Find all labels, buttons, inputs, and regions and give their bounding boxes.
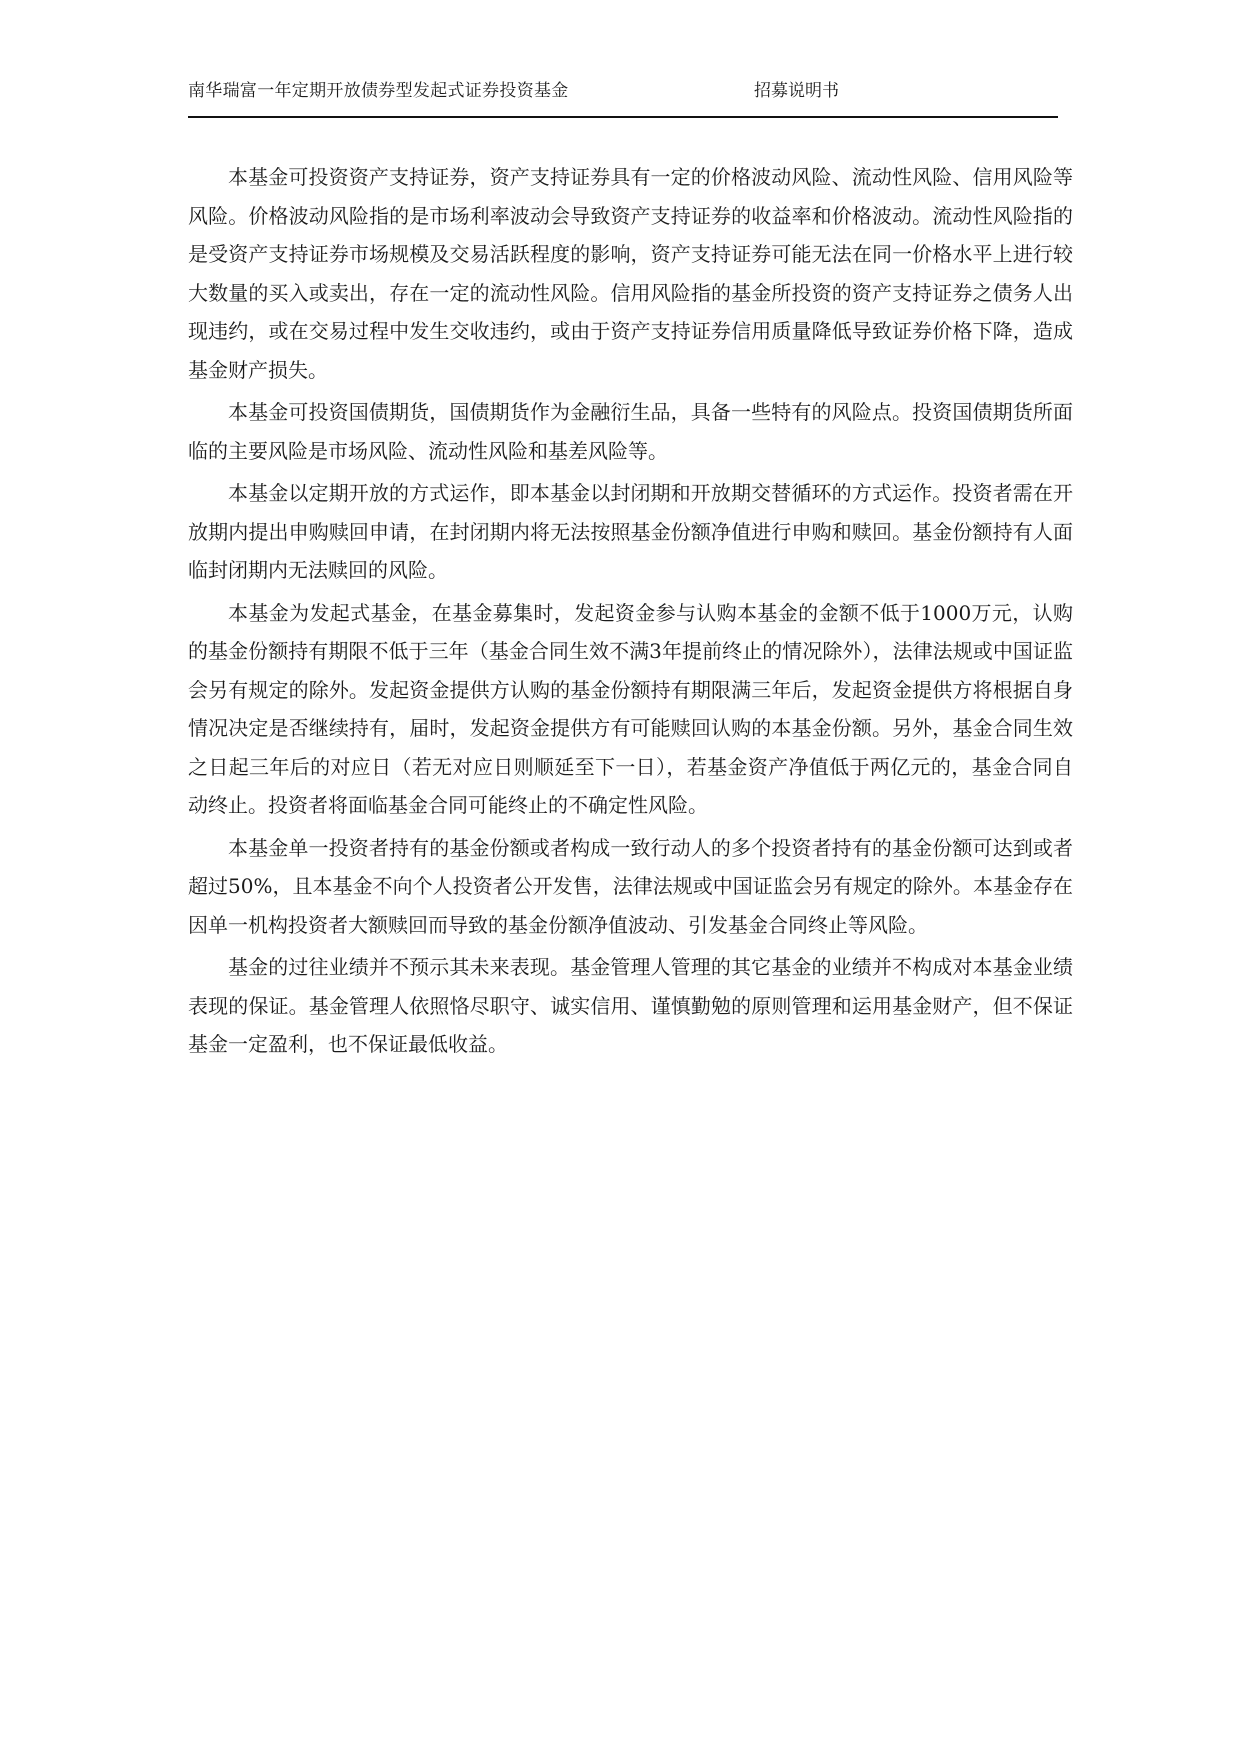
header-fund-title: 南华瑞富一年定期开放债券型发起式证券投资基金 — [188, 81, 569, 101]
paragraph-periodic-open-risk: 本基金以定期开放的方式运作，即本基金以封闭期和开放期交替循环的方式运作。投资者需在开放期内提出申购赎回申请，在封闭期内将无法按照基金份额净值进行申购和赎回。基金份额持有人面临封闭期内无法赎回的风险。 — [188, 481, 1073, 582]
paragraph-treasury-futures-risk: 本基金可投资国债期货，国债期货作为金融衍生品，具备一些特有的风险点。投资国债期货所面临的主要风险是市场风险、流动性风险和基差风险等。 — [188, 400, 1073, 463]
paragraph-past-performance-disclaimer: 基金的过往业绩并不预示其未来表现。基金管理人管理的其它基金的业绩并不构成对本基金业绩表现的保证。基金管理人依照恪尽职守、诚实信用、谨慎勤勉的原则管理和运用基金财产，但不保证基金一定盈利，也不保证最低收益。 — [188, 955, 1073, 1056]
header-section-title: 招募说明书 — [754, 81, 839, 101]
paragraph-single-investor-risk: 本基金单一投资者持有的基金份额或者构成一致行动人的多个投资者持有的基金份额可达到或者超过50%，且本基金不向个人投资者公开发售，法律法规或中国证监会另有规定的除外。本基金存在因单一机构投资者大额赎回而导致的基金份额净值波动、引发基金合同终止等风险。 — [188, 835, 1073, 937]
page-header — [188, 72, 1058, 118]
document-body — [188, 158, 1073, 1068]
paragraph-abs-risk: 本基金可投资资产支持证券，资产支持证券具有一定的价格波动风险、流动性风险、信用风险等风险。价格波动风险指的是市场利率波动会导致资产支持证券的收益率和价格波动。流动性风险指的是受资产支持证券市场规模及交易活跃程度的影响，资产支持证券可能无法在同一价格水平上进行较大数量的买入或卖出，存在一定的流动性风险。信用风险指的基金所投资的资产支持证券之债务人出现违约，或在交易过程中发生交收违约，或由于资产支持证券信用质量降低导致证券价格下降，造成基金财产损失。 — [188, 165, 1073, 382]
paragraph-sponsored-fund-risk: 本基金为发起式基金，在基金募集时，发起资金参与认购本基金的金额不低于1000万元，认购的基金份额持有期限不低于三年（基金合同生效不满3年提前终止的情况除外），法律法规或中国证监会另有规定的除外。发起资金提供方认购的基金份额持有期限满三年后，发起资金提供方将根据自身情况决定是否继续持有，届时，发起资金提供方有可能赎回认购的本基金份额。另外，基金合同生效之日起三年后的对应日（若无对应日则顺延至下一日），若基金资产净值低于两亿元的，基金合同自动终止。投资者将面临基金合同可能终止的不确定性风险。 — [188, 600, 1073, 817]
